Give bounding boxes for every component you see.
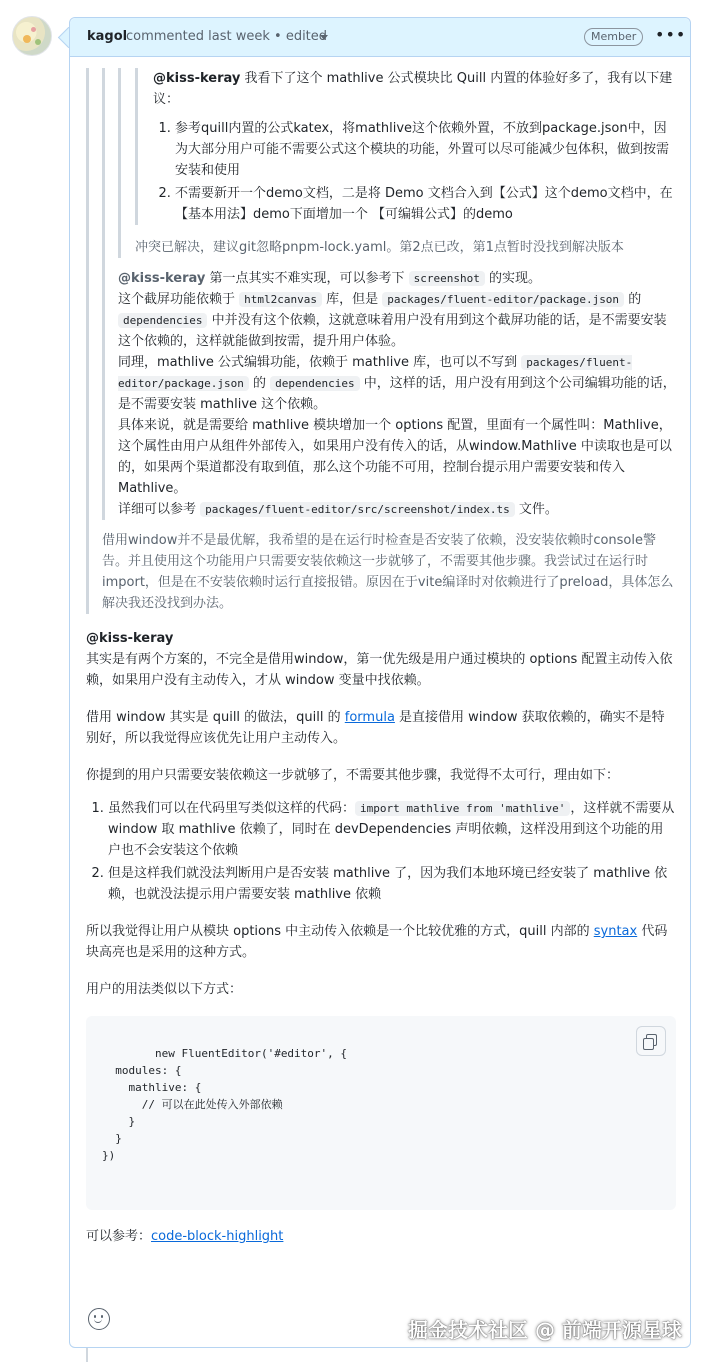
add-reaction-icon[interactable] bbox=[88, 1308, 110, 1330]
main-para-5: 用户的用法类似以下方式： bbox=[86, 982, 243, 997]
edited-dropdown-icon[interactable] bbox=[320, 35, 328, 40]
main-para-6: 可以参考：code-block-highlight bbox=[86, 1229, 284, 1244]
comment-box bbox=[69, 17, 691, 1348]
suggestion-list bbox=[153, 118, 676, 225]
inline-code: packages/fluent-editor/src/screenshot/index.ts bbox=[200, 502, 515, 517]
comment-author[interactable]: kagol bbox=[87, 29, 128, 44]
comment-meta[interactable]: commented last week • edited bbox=[126, 29, 328, 44]
formula-link[interactable]: formula bbox=[344, 710, 395, 725]
main-para-3: 你提到的用户只需要安装依赖这一步就够了，不需要其他步骤，我觉得不太可行，理由如下： bbox=[86, 768, 620, 783]
main-para-2: 借用 window 其实是 quill 的做法，quill 的 formula 是直接借用 window 获取依赖的，确实不是特别好，所以我觉得应该优先让用户主动传入。 bbox=[86, 710, 665, 746]
inline-code: dependencies bbox=[270, 376, 359, 391]
list-item: 1. 虽然我们可以在代码里写类似这样的代码： import mathlive from 'mathlive' ，这样就不需要从 window 取 mathlive 依赖了，同时在 devDependencies 声明依赖，这样没用到这个功能的用户也不会安装这个依赖 bbox=[108, 798, 676, 861]
comment-header bbox=[70, 18, 690, 57]
watermark: 掘金技术社区 @ 前端开源星球 bbox=[408, 1318, 682, 1342]
more-options-icon[interactable]: ••• bbox=[655, 25, 687, 44]
inline-code: packages/fluent-editor/package.json bbox=[382, 292, 624, 307]
quote-outer bbox=[86, 68, 676, 614]
avatar[interactable] bbox=[12, 16, 52, 56]
copy-button[interactable] bbox=[636, 1026, 666, 1056]
quote-outer-text: 借用window并不是最优解，我希望的是在运行时检查是否安装了依赖，没安装依赖时console警告。并且使用这个功能用户只需要安装依赖这一步就够了，不需要其他步骤。我尝试过在运行时import，但是在不安装依赖时运行直接报错。原因在于vite编译时对依赖进行了preload，具体怎么解决我还没找到办法。 bbox=[102, 533, 674, 611]
syntax-link[interactable]: syntax bbox=[593, 924, 638, 939]
reason-list bbox=[86, 798, 676, 905]
quote-second-text: @kiss-keray 第一点其实不难实现，可以参考下 screenshot 的实现。 这个截屏功能依赖于 html2canvas 库，但是 packages/fluent-editor/package.json 的 dependencies 中并没有这个依赖，这就意味着用户没有用到这个截屏功能的话，是不需要安装这个依赖的，这样就能做到按需，提升用户体验。 同理，mathlive 公式编辑功能，依赖于 mathlive 库，也可以不写到 packages/fluent-editor/package.json 的 dependencies 中，这样的话，用户没有用到这个公司编辑功能的话，是不需要安装 mathlive 这个依赖。 具体来说，就是需要给 mathlive 模块增加一个 options 配置，里面有一个属性叫：Mathlive，这个属性由用户从组件外部传入，如果用户没有传入的话，从window.Mathlive 中读取也是可以的，如果两个渠道都没有取到值，那么这个功能不可用，控制台提示用户需要安装和传入 Mathlive。 详细可以参考 packages/fluent-editor/src/screenshot/index.ts 文件。 bbox=[118, 271, 676, 517]
inline-code: html2canvas bbox=[239, 292, 322, 307]
quote-middle bbox=[118, 68, 676, 258]
quote-innermost bbox=[135, 68, 676, 225]
member-badge: Member bbox=[584, 28, 643, 46]
list-item: 2. 但是这样我们就没法判断用户是否安装 mathlive 了，因为我们本地环境已经安装了 mathlive 依赖，也就没法提示用户需要安装 mathlive 依赖 bbox=[108, 863, 676, 905]
main-para-1: @kiss-keray 其实是有两个方案的，不完全是借用window，第一优先级是用户通过模块的 options 配置主动传入依赖，如果用户没有主动传入，才从 window 变量中找依赖。 bbox=[86, 631, 673, 688]
code-block bbox=[86, 1016, 676, 1210]
inline-code: screenshot bbox=[409, 271, 485, 286]
quote-second bbox=[102, 68, 676, 520]
code-content: new FluentEditor('#editor', { modules: { mathlive: { // 可以在此处传入外部依赖 } } }) bbox=[102, 1047, 348, 1162]
main-para-4: 所以我觉得让用户从模块 options 中主动传入依赖是一个比较优雅的方式，quill 内部的 syntax 代码块高亮也是采用的这种方式。 bbox=[86, 924, 668, 960]
mention-link[interactable]: @kiss-keray bbox=[86, 631, 174, 646]
list-item: 2. 不需要新开一个demo文档，二是将 Demo 文档合入到【公式】这个demo文档中，在【基本用法】demo下面增加一个 【可编辑公式】的demo bbox=[175, 183, 676, 225]
comment-body bbox=[86, 68, 676, 1247]
mention-link[interactable]: @kiss-keray bbox=[153, 71, 241, 86]
inline-code: dependencies bbox=[118, 313, 207, 328]
code-block-highlight-link[interactable]: code-block-highlight bbox=[151, 1229, 284, 1244]
mention-link[interactable]: @kiss-keray bbox=[118, 271, 206, 286]
inline-code: packages/fluent-editor/package.json bbox=[118, 356, 633, 390]
quote-innermost-text: @kiss-keray 我看下了这个 mathlive 公式模块比 Quill 内置的体验好多了，我有以下建议： bbox=[153, 71, 673, 107]
inline-code: import mathlive from 'mathlive' bbox=[355, 801, 570, 816]
list-item: 1. 参考quill内置的公式katex，将mathlive这个依赖外置，不放到package.json中，因为大部分用户可能不需要公式这个模块的功能，外置可以尽可能减少包体积，做到按需安装和使用 bbox=[175, 118, 676, 181]
quote-middle-text: 冲突已解决，建议git忽略pnpm-lock.yaml。第2点已改，第1点暂时没找到解决版本 bbox=[135, 240, 624, 255]
main-reply bbox=[86, 628, 676, 1247]
